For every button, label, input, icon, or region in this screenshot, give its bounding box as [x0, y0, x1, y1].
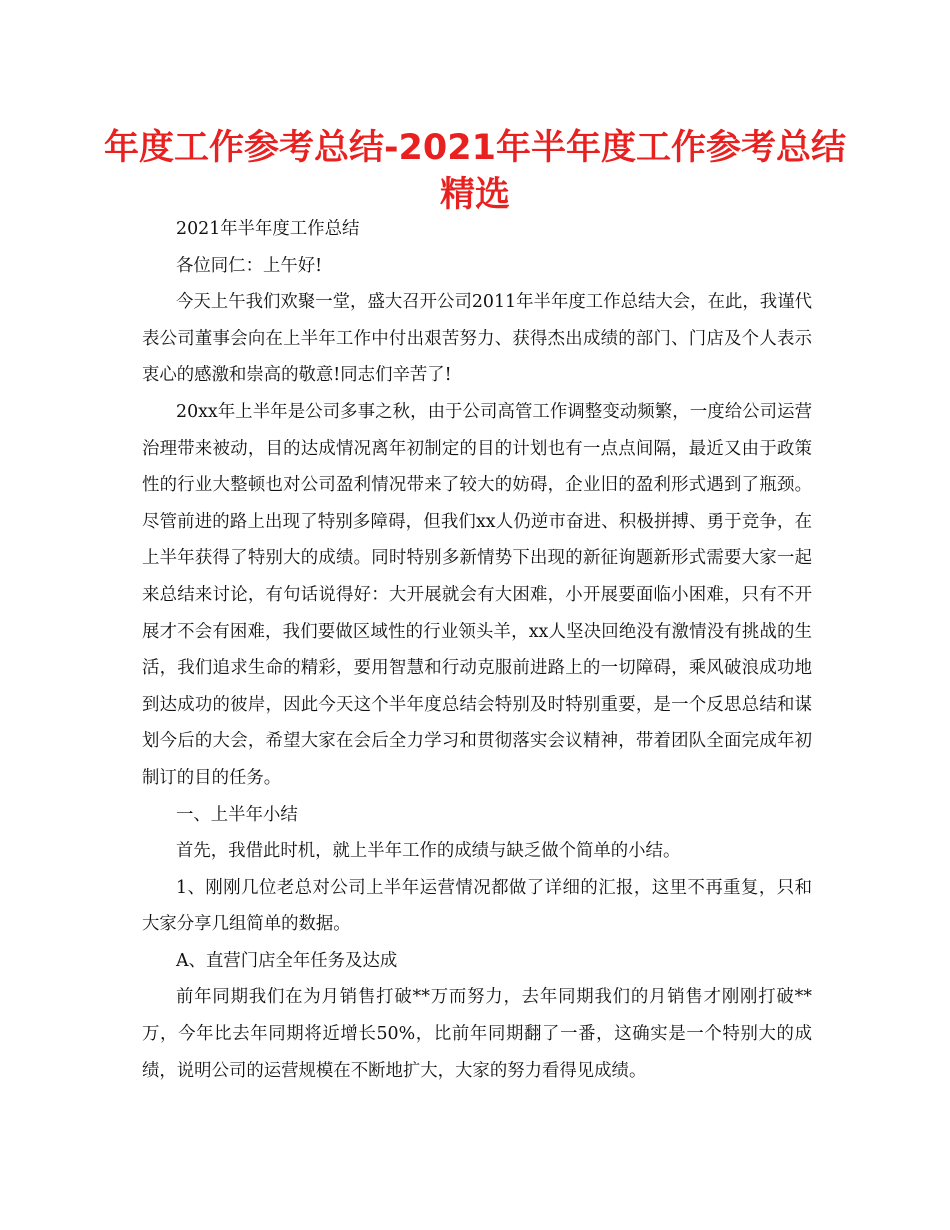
- body-paragraph: 今天上午我们欢聚一堂，盛大召开公司2011年半年度工作总结大会，在此，我谨代表公司董事会向在上半年工作中付出艰苦努力、获得杰出成绩的部门、门店及个人表示衷心的感激和崇高的敬意!同志们辛苦了!: [142, 292, 812, 386]
- subsection-heading: A、直营门店全年任务及达成: [176, 950, 398, 971]
- document-title-line-1: 年度工作参考总结-2021年半年度工作参考总结: [104, 128, 846, 168]
- body-paragraph: 首先，我借此时机，就上半年工作的成绩与缺乏做个简单的小结。: [176, 841, 681, 862]
- section-heading: 一、上半年小结: [176, 804, 298, 825]
- body-paragraph: 20xx年上半年是公司多事之秋，由于公司高管工作调整变动频繁，一度给公司运营治理带来被动，目的达成情况离年初制定的目的计划也有一点点间隔，最近又由于政策性的行业大整顿也对公司盈利情况带来了较大的妨碍，企业旧的盈利形式遇到了瓶颈。尽管前进的路上出现了特别多障碍，但我们xx人仍逆市奋进、积极拼搏、勇于竞争，在上半年获得了特别大的成绩。同时特别多新情势下出现的新征询题新形式需要大家一起来总结来讨论，有句话说得好：大开展就会有大困难，小开展要面临小困难，只有不开展才不会有困难，我们要做区域性的行业领头羊，xx人坚决回绝没有激情没有挑战的生活，我们追求生命的精彩，要用智慧和行动克服前进路上的一切障碍，乘风破浪成功地到达成功的彼岸，因此今天这个半年度总结会特别及时特别重要，是一个反思总结和谋划今后的大会，希望大家在会后全力学习和贯彻落实会议精神，带着团队全面完成年初制订的目的任务。: [142, 401, 812, 788]
- document-title-line-2: 精选: [439, 175, 510, 215]
- body-paragraph: 1、刚刚几位老总对公司上半年运营情况都做了详细的汇报，这里不再重复，只和大家分享几组简单的数据。: [142, 877, 812, 935]
- body-paragraph: 前年同期我们在为月销售打破**万而努力，去年同期我们的月销售才刚刚打破**万，今年比去年同期将近增长50%，比前年同期翻了一番，这确实是一个特别大的成绩，说明公司的运营规模在不断地扩大，大家的努力看得见成绩。: [142, 987, 812, 1081]
- document-body: [142, 211, 812, 1089]
- report-heading: 2021年半年度工作总结: [176, 219, 360, 239]
- greeting: 各位同仁：上午好!: [176, 255, 323, 276]
